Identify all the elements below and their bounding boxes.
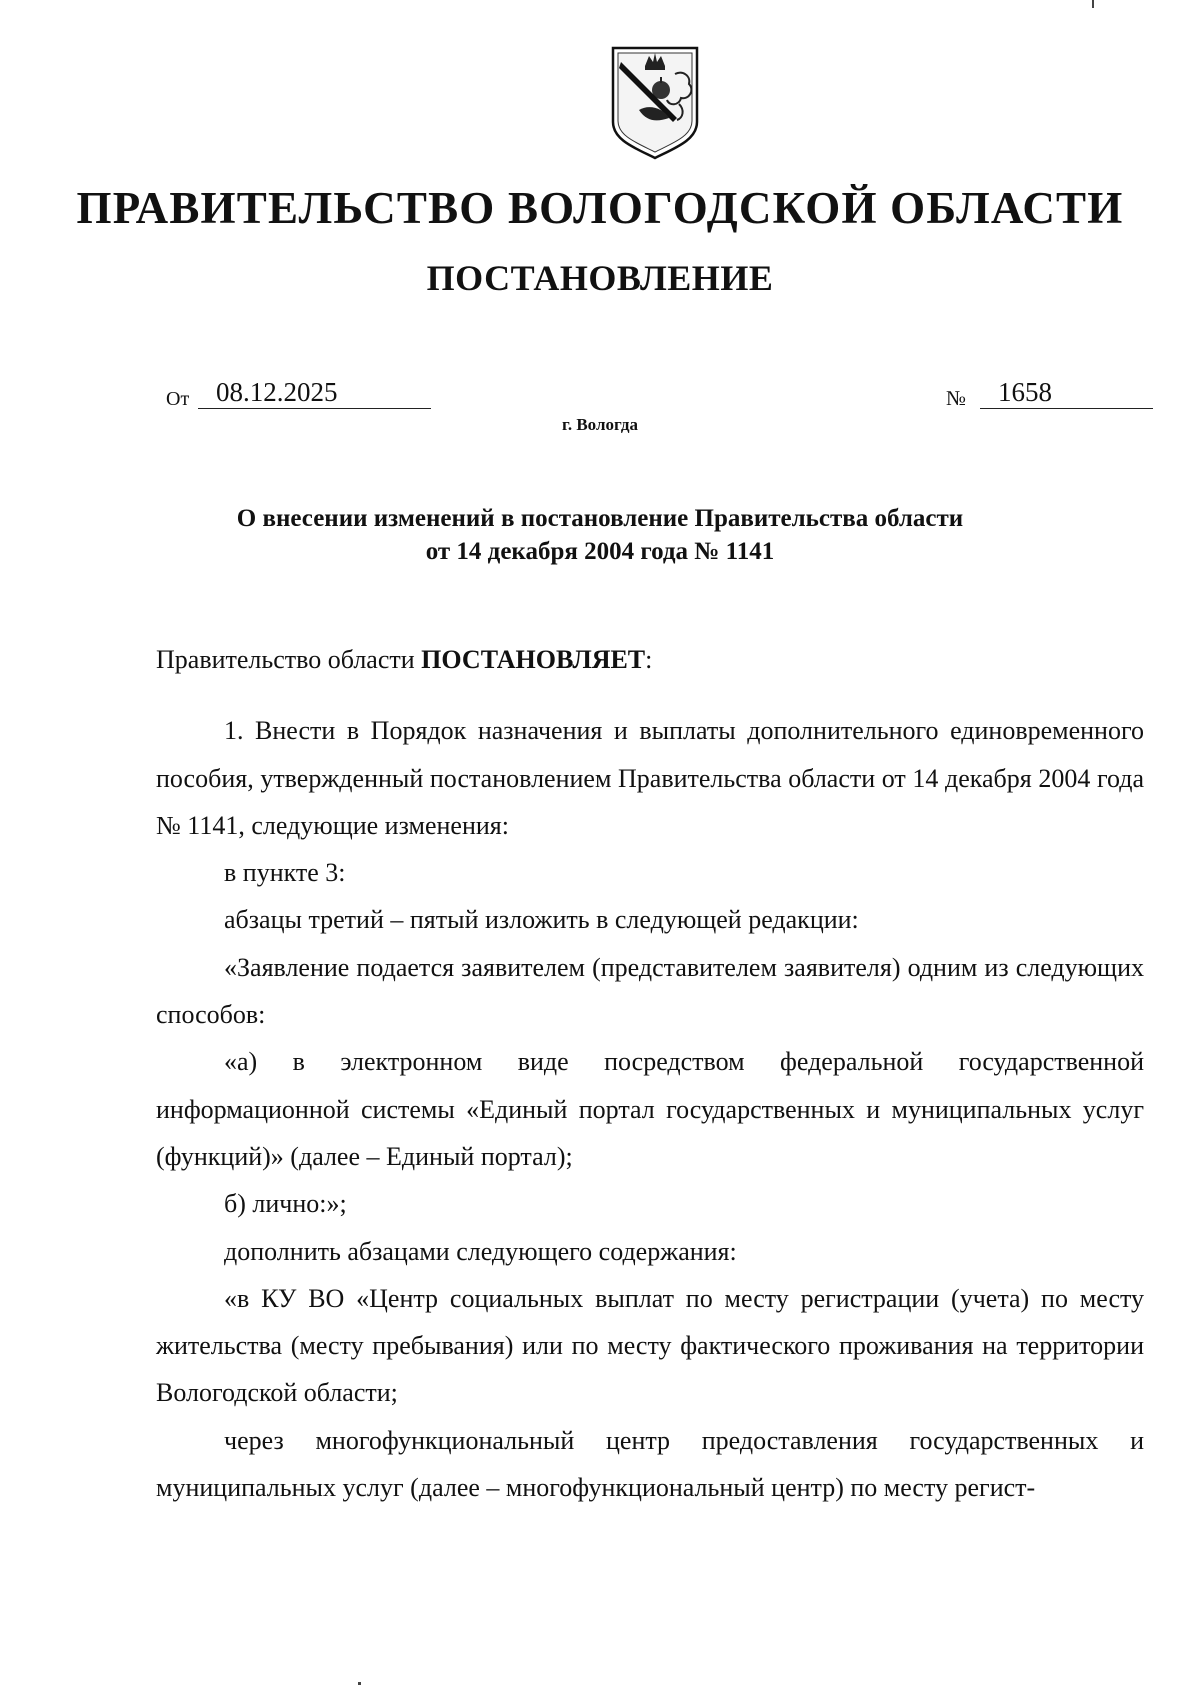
- document-type: ПОСТАНОВЛЕНИЕ: [426, 258, 774, 298]
- organization-title: ПРАВИТЕЛЬСТВО ВОЛОГОДСКОЙ ОБЛАСТИ: [76, 183, 1124, 233]
- document-number: 1658: [980, 376, 1153, 409]
- preamble: [156, 636, 1144, 683]
- paragraph: б) лично:»;: [224, 1189, 347, 1219]
- subject-line-2: от 14 декабря 2004 года № 1141: [425, 538, 775, 565]
- paragraph: «а) в электронном виде посредством федеральной государственной информационной системы «Единый портал государственных и муниципальных услуг (функций)» (далее – Единый портал);: [156, 1047, 1144, 1171]
- paragraph: дополнить абзацами следующего содержания:: [224, 1236, 737, 1266]
- document-subject: [0, 502, 1200, 568]
- preamble-end: :: [645, 645, 653, 674]
- number-label: №: [946, 386, 967, 410]
- vologda-coat-of-arms-icon: [609, 44, 701, 162]
- document-date: 08.12.2025: [198, 376, 431, 409]
- paragraph: через многофункциональный центр предоставления государственных и муниципальных услуг (далее – многофункциональный центр) по месту регист-: [156, 1425, 1144, 1503]
- date-label: От: [166, 388, 190, 410]
- scan-mark: [1092, 0, 1094, 8]
- scan-mark: [358, 1682, 361, 1685]
- paragraph: 1. Внести в Порядок назначения и выплаты дополнительного единовременного пособия, утвержденный постановлением Правительства области от 14 декабря 2004 года № 1141, следующие изменения:: [156, 716, 1144, 840]
- paragraph: в пункте 3:: [224, 858, 346, 888]
- paragraph: «Заявление подается заявителем (представителем заявителя) одним из следующих способов:: [156, 952, 1144, 1030]
- preamble-decree: ПОСТАНОВЛЯЕТ: [421, 645, 646, 674]
- paragraph: «в КУ ВО «Центр социальных выплат по месту регистрации (учета) по месту жительства (месту пребывания) или по месту фактического проживания на территории Вологодской области;: [156, 1283, 1144, 1408]
- city-line: г. Вологда: [562, 415, 638, 434]
- subject-line-1: О внесении изменений в постановление Правительства области: [236, 505, 964, 532]
- paragraph: абзацы третий – пятый изложить в следующей редакции:: [224, 905, 859, 935]
- preamble-start: Правительство области: [156, 645, 422, 674]
- document-body: [156, 636, 1144, 1511]
